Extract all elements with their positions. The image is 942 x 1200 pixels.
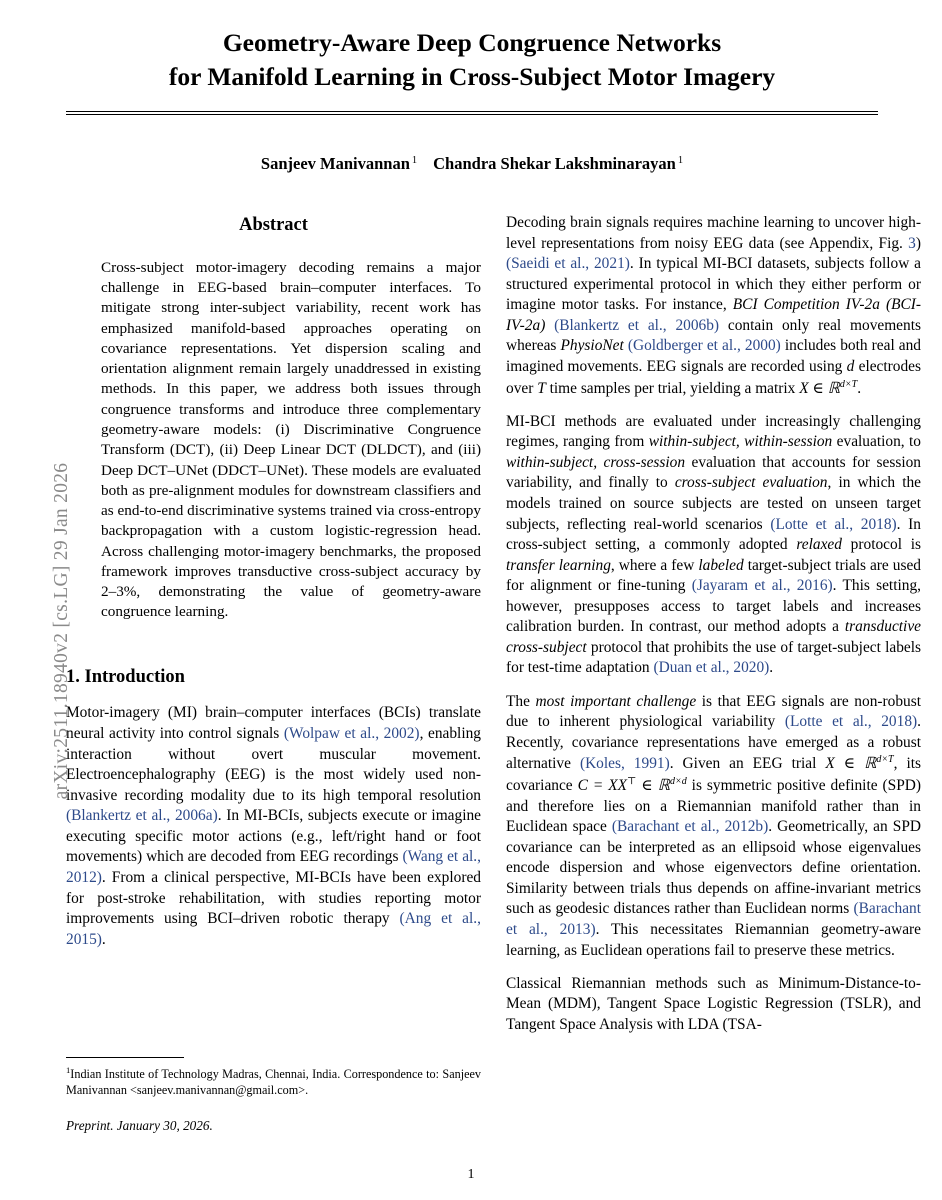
footnote-block bbox=[66, 1057, 481, 1134]
citation-link[interactable]: (Goldberger et al., 2000) bbox=[627, 337, 781, 355]
body-text: . From a clinical perspective, MI-BCIs have been explored for post-stroke rehabilitation, with studies reporting motor improvements using BCI–driven robotic therapy bbox=[66, 868, 481, 928]
author-affiliation-marker-2: 1 bbox=[677, 154, 684, 166]
body-text bbox=[545, 317, 554, 334]
footnote-marker: 1 bbox=[66, 1065, 71, 1075]
inline-math-superscript: d×T bbox=[876, 754, 894, 766]
inline-math: X ∈ ℝ bbox=[825, 755, 877, 773]
citation-link[interactable]: (Ang et al., 2015) bbox=[66, 910, 481, 948]
body-text: protocol that prohibits the use of target-subject labels for test-time adaptation bbox=[506, 638, 921, 677]
body-text: protocol is bbox=[841, 536, 921, 554]
body-text: ) bbox=[915, 234, 921, 252]
body-text: Classical Riemannian methods such as Minimum-Distance-to-Mean (MDM), Tangent Space Logistic Regression (TSLR), and Tangent Space Analysis with LDA (TSA- bbox=[506, 974, 921, 1033]
body-text: . Geometrically, an SPD covariance can be interpreted as an ellipsoid whose eigenvalues encode dispersion and whose eigenvectors define orientation. Similarity between trials thus depends on affine-invariant metrics such as geodesic distances rather than Euclidean norms bbox=[506, 818, 921, 918]
body-text: Decoding brain signals requires machine learning to uncover high-level representations from noisy EEG data (see Appendix, Fig. bbox=[506, 214, 921, 252]
footnote-body: Indian Institute of Technology Madras, Chennai, India. Correspondence to: Sanjeev Manivannan <sanjeev.manivannan@gmail.com>. bbox=[66, 1067, 481, 1097]
citation-link[interactable]: (Barachant et al., 2013) bbox=[506, 900, 921, 938]
body-text: . bbox=[769, 659, 774, 677]
preprint-notice: Preprint. January 30, 2026. bbox=[66, 1118, 213, 1134]
body-text: . In cross-subject setting, a commonly adopted bbox=[506, 515, 921, 554]
body-text: evaluation, to bbox=[832, 433, 921, 451]
footnote-divider-rule bbox=[66, 1057, 184, 1058]
inline-math: d bbox=[846, 357, 855, 375]
inline-math: C = XX bbox=[577, 777, 628, 794]
emphasis-text: most important challenge bbox=[535, 692, 697, 710]
author-name-2: Chandra Shekar Lakshminarayan bbox=[433, 154, 676, 173]
body-text: electrodes over bbox=[506, 357, 921, 397]
citation-link[interactable]: (Blankertz et al., 2006b) bbox=[554, 316, 720, 334]
left-column bbox=[66, 213, 481, 950]
body-text: . bbox=[857, 379, 862, 397]
body-text: . Given an EEG trial bbox=[669, 755, 826, 773]
emphasis-text: cross-subject evaluation bbox=[674, 474, 828, 492]
author-name-1: Sanjeev Manivannan bbox=[260, 154, 410, 173]
body-text: target-subject trials are used for alignment or fine-tuning bbox=[506, 556, 921, 595]
emphasis-text: transfer learning bbox=[506, 556, 611, 574]
emphasis-text: BCI Competition IV-2a (BCI-IV-2a) bbox=[506, 296, 921, 334]
body-text: , its covariance bbox=[506, 755, 921, 794]
abstract-body: Cross-subject motor-imagery decoding remains a major challenge in EEG-based brain–computer interfaces. To mitigate strong inter-subject variability, recent work has emphasized manifold-based approaches operating on covariance representations. Yet dispersion scaling and orientation alignment remain largely unaddressed in existing methods. In this paper, we address both issues through congruence transforms and introduce three complementary geometry-aware models: (i) Discriminative Congruence Transform (DCT), (ii) Deep Linear DCT (DLDCT), and (iii) Deep DCT–UNet (DDCT–UNet). These models are evaluated both as pre-alignment modules for downstream classifiers and as end-to-end discriminative systems trained via cross-entropy backpropagation with a custom logistic-regression head. Across challenging motor-imagery benchmarks, the proposed framework improves transductive cross-subject accuracy by 2–3%, demonstrating the value of geometry-aware congruence learning. bbox=[101, 258, 481, 621]
body-text: . In typical MI-BCI datasets, subjects follow a structured experimental protocol in which they either perform or imagine motor tasks. For instance, bbox=[506, 255, 921, 314]
inline-math: T bbox=[537, 379, 546, 397]
body-text: , in which the models trained on source subjects are tested on unseen target subjects, reflecting real-world scenarios bbox=[506, 474, 921, 533]
citation-link[interactable]: (Jayaram et al., 2016) bbox=[691, 577, 833, 595]
title-line-1: Geometry-Aware Deep Congruence Networks bbox=[222, 28, 722, 57]
right-paragraph-2 bbox=[506, 412, 921, 679]
body-text: . This necessitates Riemannian geometry-aware learning, as Euclidean operations fail to preserve these metrics. bbox=[506, 920, 921, 959]
author-list bbox=[66, 154, 878, 174]
inline-math-superscript: d×T bbox=[839, 378, 858, 390]
right-paragraph-1 bbox=[506, 213, 921, 399]
right-paragraph-4 bbox=[506, 974, 921, 1036]
citation-link[interactable]: (Saeidi et al., 2021) bbox=[506, 255, 630, 273]
body-text: . This setting, however, presupposes access to target labels and increases calibration burden. In contrast, our method adopts a bbox=[506, 577, 921, 636]
inline-math: X ∈ ℝ bbox=[799, 379, 840, 397]
citation-link[interactable]: (Blankertz et al., 2006a) bbox=[66, 807, 218, 825]
body-text: The bbox=[506, 692, 536, 710]
body-text: contain only real movements whereas bbox=[506, 316, 921, 355]
citation-link[interactable]: (Wolpaw et al., 2002) bbox=[283, 725, 420, 742]
body-text: . In MI-BCIs, subjects execute or imagine executing specific motor actions (e.g., left/right hand or foot movements) which are decoded from EEG recordings bbox=[66, 807, 481, 866]
citation-link[interactable]: (Wang et al., 2012) bbox=[66, 848, 481, 886]
right-column bbox=[506, 213, 921, 1035]
body-text: is that EEG signals are non-robust due to inherent physiological variability bbox=[506, 692, 921, 731]
body-text: , where a few bbox=[610, 556, 699, 574]
body-text: is symmetric positive definite (SPD) and therefore lies on a Riemannian manifold rather than in Euclidean space bbox=[506, 777, 921, 836]
body-text: . Recently, covariance representations have emerged as a robust alternative bbox=[506, 713, 921, 773]
footnote-affiliation-text bbox=[66, 1065, 481, 1098]
body-text: evaluation that accounts for session variability, and finally to bbox=[506, 453, 921, 492]
emphasis-text: labeled bbox=[698, 556, 744, 574]
body-text: MI-BCI methods are evaluated under increasingly challenging regimes, ranging from bbox=[506, 412, 921, 451]
body-text: includes both real and imagined movements. EEG signals are recorded using bbox=[506, 337, 922, 375]
body-text: time samples per trial, yielding a matrix bbox=[545, 379, 800, 397]
citation-link[interactable]: (Duan et al., 2020) bbox=[653, 659, 770, 677]
title-divider-rule bbox=[66, 111, 878, 115]
arxiv-identifier-stamp: arXiv:2511.18940v2 [cs.LG] 29 Jan 2026 bbox=[51, 462, 72, 800]
citation-link[interactable]: (Koles, 1991) bbox=[579, 755, 670, 773]
section-heading-introduction: 1. Introduction bbox=[66, 666, 185, 687]
emphasis-text: within-subject, within-session bbox=[648, 433, 833, 451]
author-affiliation-marker-1: 1 bbox=[411, 154, 418, 166]
title-line-2: for Manifold Learning in Cross-Subject Motor Imagery bbox=[168, 62, 776, 92]
emphasis-text: transductive cross-subject bbox=[506, 618, 921, 656]
citation-link[interactable]: (Lotte et al., 2018) bbox=[770, 515, 897, 533]
emphasis-text: within-subject, cross-session bbox=[506, 453, 686, 471]
page-title bbox=[66, 26, 878, 94]
abstract-heading: Abstract bbox=[239, 215, 308, 235]
emphasis-text: PhysioNet bbox=[560, 337, 624, 355]
citation-link[interactable]: (Barachant et al., 2012b) bbox=[611, 818, 769, 836]
citation-link[interactable]: 3 bbox=[908, 234, 916, 252]
emphasis-text: relaxed bbox=[796, 536, 842, 554]
right-paragraph-3 bbox=[506, 692, 921, 962]
body-text: , enabling interaction without overt muscular movement. Electroencephalography (EEG) is the most widely used non-invasive recording modality due to its high temporal resolution bbox=[66, 725, 482, 804]
inline-math: ∈ ℝ bbox=[636, 777, 670, 794]
inline-math-superscript: d×d bbox=[669, 775, 687, 787]
page-number: 1 bbox=[467, 1167, 475, 1182]
body-text: . bbox=[101, 930, 106, 948]
inline-math-superscript: ⊤ bbox=[627, 775, 637, 787]
citation-link[interactable]: (Lotte et al., 2018) bbox=[784, 713, 918, 731]
intro-paragraph-1 bbox=[66, 703, 481, 950]
body-text: Motor-imagery (MI) brain–computer interfaces (BCIs) translate neural activity into control signals bbox=[66, 704, 481, 742]
